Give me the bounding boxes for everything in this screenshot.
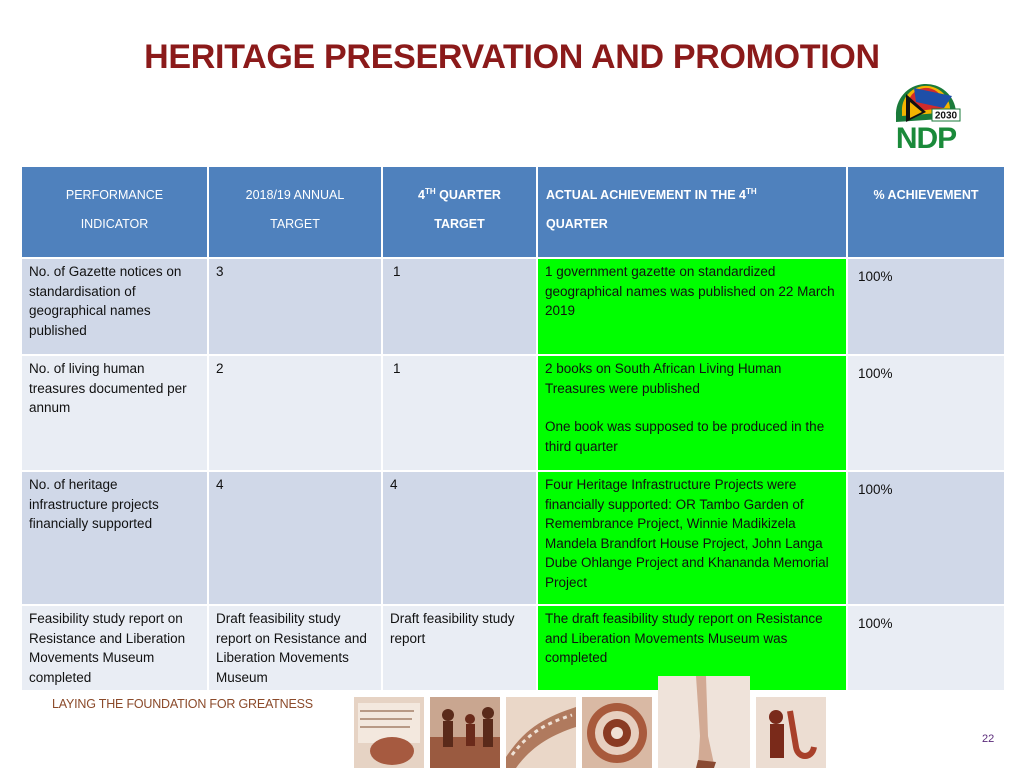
cell-achievement [537, 355, 847, 471]
achievement-note: One book was supposed to be produced in the third quarter [545, 419, 825, 454]
photo-film-reel [506, 697, 576, 768]
logo-year: 2030 [934, 110, 958, 122]
cell-percent: 100% [847, 471, 1005, 605]
logo-text: NDP [895, 122, 957, 155]
cell-percent: 100% [847, 355, 1005, 471]
cell-annual-target: 2 [208, 355, 382, 471]
cell-quarter-target: Draft feasibility study report [382, 605, 537, 691]
cell-quarter-target: 4 [382, 471, 537, 605]
photo-people [430, 697, 500, 768]
cell-achievement: The draft feasibility study report on Resistance and Liberation Movements Museum was completed [537, 605, 847, 691]
header-performance-indicator: PERFORMANCE INDICATOR [21, 166, 208, 258]
cell-quarter-target: 1 [382, 355, 537, 471]
ndp-2030-logo [886, 82, 966, 156]
performance-table [20, 165, 1006, 692]
cell-indicator: No. of living human treasures documented per annum [21, 355, 208, 471]
table-row [21, 258, 1005, 355]
cell-annual-target: 4 [208, 471, 382, 605]
table-row [21, 471, 1005, 605]
cell-achievement: 1 government gazette on standardized geographical names was published on 22 March 2019 [537, 258, 847, 355]
table-header-row [21, 166, 1005, 258]
cell-annual-target: Draft feasibility study report on Resistance and Liberation Movements Museum [208, 605, 382, 691]
cell-percent: 100% [847, 258, 1005, 355]
footer-tagline: LAYING THE FOUNDATION FOR GREATNESS [52, 697, 313, 711]
header-percent-achievement: % ACHIEVEMENT [847, 166, 1005, 258]
table-row [21, 605, 1005, 691]
page-number: 22 [982, 733, 995, 745]
page-title: HERITAGE PRESERVATION AND PROMOTION [144, 38, 880, 76]
cell-percent: 100% [847, 605, 1005, 691]
header-actual-achievement: ACTUAL ACHIEVEMENT IN THE 4TH QUARTER [537, 166, 847, 258]
photo-ballet-dancer [658, 676, 750, 768]
cell-annual-target: 3 [208, 258, 382, 355]
achievement-text: 2 books on South African Living Human Treasures were published [545, 361, 782, 396]
header-annual-target: 2018/19 ANNUAL TARGET [208, 166, 382, 258]
photo-beadwork [582, 697, 652, 768]
table-row [21, 355, 1005, 471]
cell-achievement: Four Heritage Infrastructure Projects were financially supported: OR Tambo Garden of Remembrance Project, Winnie Madikizela Mandela Brandfort House Project, John Langa Dube Ohlange Project and Khananda Memorial Project [537, 471, 847, 605]
photo-hands-writing [354, 697, 424, 768]
cell-quarter-target: 1 [382, 258, 537, 355]
cell-indicator: No. of heritage infrastructure projects financially supported [21, 471, 208, 605]
header-quarter-target: 4TH QUARTER TARGET [382, 166, 537, 258]
photo-saxophone [756, 697, 826, 768]
cell-indicator: No. of Gazette notices on standardisation of geographical names published [21, 258, 208, 355]
cell-indicator: Feasibility study report on Resistance and Liberation Movements Museum completed [21, 605, 208, 691]
